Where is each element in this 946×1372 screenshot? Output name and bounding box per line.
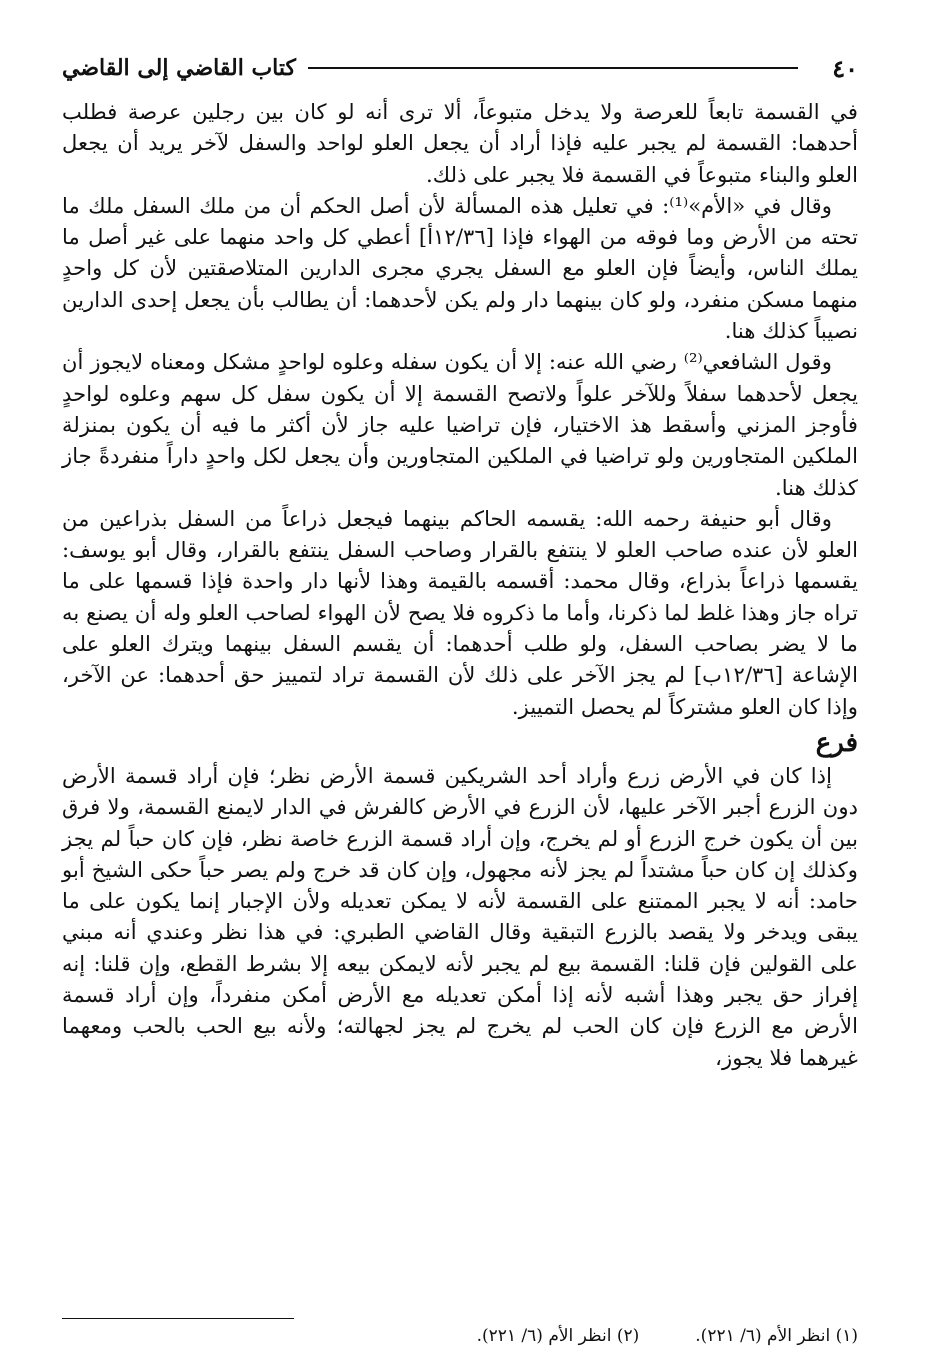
paragraph: وقول الشافعي⁽²⁾ رضي الله عنه: إلا أن يكون سفله وعلوه لواحدٍ مشكل ومعناه لايجوز أن يجعل لأحدهما سفلاً وللآخر علواً ولاتصح القسمة إلا أن يكون سفل كل سهم وعلوه لواحدٍ فأوجز المزني وأسقط هذ الاختيار، فإن تراضيا عليه جاز لأن أكثر ما فيه أن يكون بمنزلة الملكين المتجاورين ولو تراضيا في الملكين المتجاورين وأن يجعل لكل واحدٍ داراً منفردةً جاز كذلك هنا. (62, 349, 858, 500)
footnote: (١) انظر الأم (٦/ ٢٢١). (695, 1326, 858, 1346)
footnote: (٢) انظر الأم (٦/ ٢٢١). (476, 1326, 640, 1346)
page-header (62, 46, 858, 90)
footnotes (340, 1326, 858, 1346)
main-text (62, 96, 858, 1073)
footnote-separator (62, 1318, 294, 1319)
header-rule (308, 67, 798, 69)
paragraph: وقال في «الأم»⁽¹⁾: في تعليل هذه المسألة لأن أصل الحكم أن من ملك السفل ملك ما تحته من الأرض وما فوقه من الهواء فإذا [١٢/٣٦أ] أعطي كل واحد منهما على غير أصل ما يملك الناس، وأيضاً فإن العلو مع السفل يجري مجرى الدارين المتلاصقتين لأن كل واحدٍ منهما مسكن منفرد، ولو كان بينهما دار ولم يكن لأحدهما: أن يطالب بأن يجعل إحدى الدارين نصيباً كذلك هنا. (62, 192, 858, 344)
page-number: ٤٠ (832, 53, 858, 83)
paragraph: إذا كان في الأرض زرع وأراد أحد الشريكين قسمة الأرض نظر؛ فإن أراد قسمة الأرض دون الزرع أجبر الآخر عليها، لأن الزرع في الأرض كالفرش في الدار لايمنع القسمة، ولا فرق بين أن يكون خرج الزرع أو لم يخرج، وإن أراد قسمة الزرع خاصة نظر، فإن كان حباً لم يجز وكذلك إن كان حباً مشتداً لم يجز لأنه مجهول، وإن كان قد خرج ولم يصر حباً حكى الشيخ أبو حامد: أنه لا يجبر الممتنع على القسمة لأنه لا يمكن تعديله ولأن الإجبار إنما يكون على ما يبقى ويدخر ولا يقصد بالزرع التبقية وقال القاضي الطبري: في هذا نظر وعندي أنه مبني على القولين فإن قلنا: القسمة بيع لم يجبر لأنه لايمكن بيعه إلا بشرط القطع، وإن قلنا: إنه إفراز حق يجبر وهذا أشبه لأنه إذا أمكن تعديله مع الأرض أمكن منفرداً، وإن أراد قسمة الأرض مع الزرع فإن كان الحب لم يخرج لم يجز لجهالته؛ ولأنه بيع الحب بالحب ومعهما غيرهما فلا يجوز، (62, 762, 858, 1070)
paragraph: وقال أبو حنيفة رحمه الله: يقسمه الحاكم بينهما فيجعل ذراعاً من السفل بذراعين من العلو لأن عنده صاحب العلو لا ينتفع بالقرار وصاحب السفل ينتفع بالقرار، وقال أبو يوسف: يقسمها ذراعاً بذراع، وقال محمد: أقسمه بالقيمة وهذا لأنها دار واحدة فإذا قسمها على ما تراه جاز وهذا غلط لما ذكرنا، وأما ما ذكروه فلا يصح لأن الهواء لصاحب العلو وله أن يصنع به ما لا يضر بصاحب السفل، ولو طلب أحدهما: أن يقسم السفل بينهما ويترك العلو على الإشاعة [١٢/٣٦ب] لم يجز الآخر على ذلك لأن القسمة تراد لتمييز حق أحدهما: عن الآخر، وإذا كان العلو مشتركاً لم يحصل التمييز. (62, 505, 859, 719)
section-heading: فرع (815, 727, 858, 758)
paragraph: في القسمة تابعاً للعرصة ولا يدخل متبوعاً، ألا ترى أنه لو كان بين رجلين عرصة فطلب أحدهما: القسمة لم يجبر عليه فإذا أراد أن يجعل العلو لواحد والسفل لآخر يريد أن يجعل العلو والبناء متبوعاً في القسمة فلا يجبر على ذلك. (62, 99, 858, 187)
running-title: كتاب القاضي إلى القاضي (62, 55, 296, 81)
